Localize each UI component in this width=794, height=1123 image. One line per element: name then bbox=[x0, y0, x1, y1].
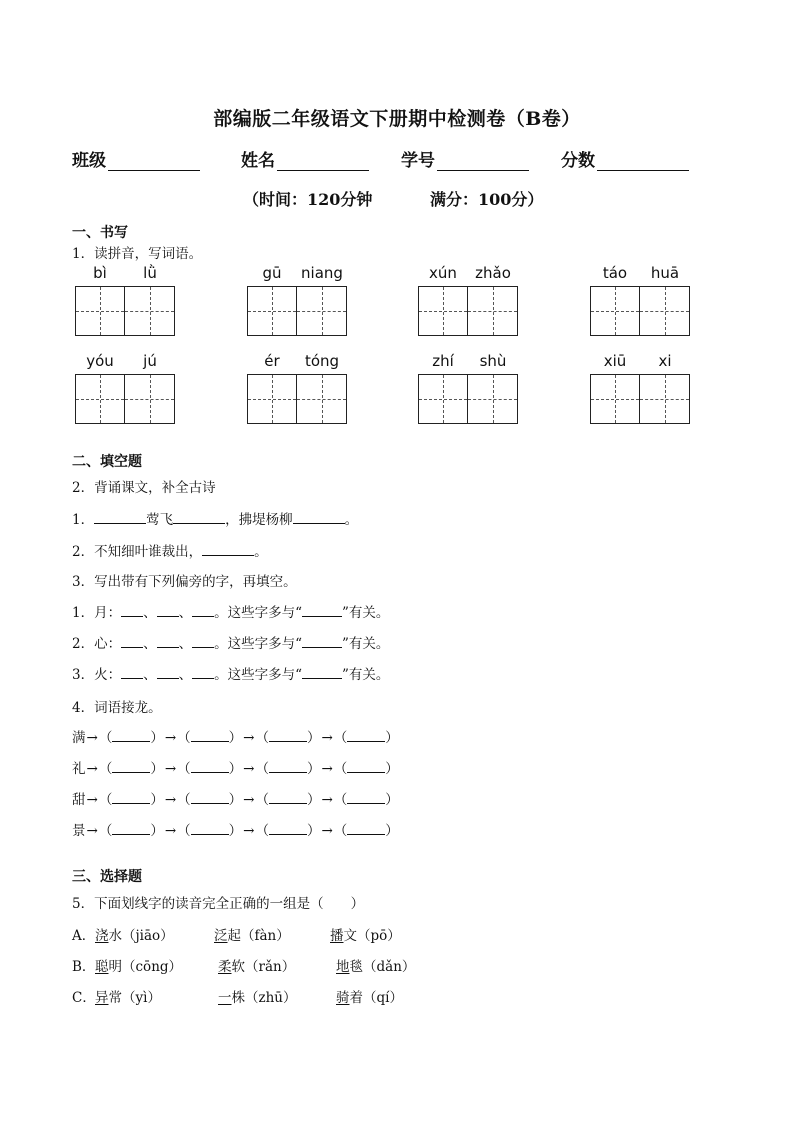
option-label: B． bbox=[72, 959, 96, 975]
chain-blank[interactable] bbox=[269, 758, 307, 773]
arrow-icon: → bbox=[164, 792, 177, 808]
exam-time: （时间：120分钟 bbox=[243, 190, 373, 209]
chain-blank[interactable] bbox=[269, 820, 307, 835]
radical-line bbox=[72, 632, 389, 652]
arrow-icon: → bbox=[243, 823, 255, 839]
grid-cell[interactable] bbox=[297, 287, 346, 335]
separator: 、 bbox=[178, 667, 193, 683]
paren-close: ） bbox=[150, 730, 164, 746]
char-blank[interactable] bbox=[157, 633, 179, 648]
separator: 、 bbox=[178, 605, 193, 621]
separator: 、 bbox=[143, 636, 157, 652]
separator: 、 bbox=[143, 605, 157, 621]
question-5-prompt: 5．下面划线字的读音完全正确的一组是（ ） bbox=[72, 896, 365, 912]
char-blank[interactable] bbox=[192, 633, 214, 648]
paren-open: （ bbox=[98, 761, 113, 777]
word-pinyin: 株（zhū） bbox=[231, 990, 297, 1006]
score-label: 分数 bbox=[561, 151, 595, 171]
word-pinyin: 常（yì） bbox=[108, 990, 161, 1006]
paren-open: （ bbox=[98, 730, 113, 746]
page-title: 部编版二年级语文下册期中检测卷（B卷） bbox=[213, 108, 581, 130]
paren-close: ） bbox=[306, 823, 321, 839]
radical-tail: 。这些字多与“ bbox=[214, 636, 302, 652]
char-blank[interactable] bbox=[157, 664, 179, 679]
word-pinyin: 着（qí） bbox=[349, 990, 403, 1006]
arrow-icon: → bbox=[243, 792, 255, 808]
arrow-icon: → bbox=[86, 761, 98, 777]
underlined-char: 地 bbox=[336, 959, 350, 975]
chain-blank[interactable] bbox=[269, 789, 307, 804]
word-chain-line bbox=[72, 819, 399, 839]
option-word bbox=[95, 955, 182, 975]
underlined-char: 柔 bbox=[218, 959, 232, 975]
char-blank[interactable] bbox=[192, 602, 214, 617]
grid-cell[interactable] bbox=[76, 287, 125, 335]
grid-cell[interactable] bbox=[591, 287, 640, 335]
paren-close: ） bbox=[228, 761, 243, 777]
radical-name: 心： bbox=[94, 636, 122, 652]
poem-blank[interactable] bbox=[173, 509, 225, 524]
paren-open: （ bbox=[333, 761, 348, 777]
chain-start-char: 礼 bbox=[72, 761, 86, 777]
grid-cell[interactable] bbox=[125, 287, 174, 335]
question-2-prompt: 2．背诵课文，补全古诗 bbox=[72, 480, 216, 496]
char-blank[interactable] bbox=[121, 602, 143, 617]
chain-blank[interactable] bbox=[191, 820, 229, 835]
writing-grid[interactable] bbox=[590, 374, 690, 424]
poem-blank[interactable] bbox=[293, 509, 345, 524]
paren-close: ） bbox=[228, 792, 243, 808]
option-word bbox=[95, 924, 174, 944]
grid-cell[interactable] bbox=[419, 287, 468, 335]
radical-number: 3． bbox=[72, 667, 95, 683]
chain-blank[interactable] bbox=[269, 727, 307, 742]
radical-number: 2． bbox=[72, 636, 95, 652]
pinyin-syllable: táo bbox=[602, 264, 628, 282]
underlined-char: 聪 bbox=[95, 959, 109, 975]
paren-open: （ bbox=[255, 761, 269, 777]
radical-number: 1． bbox=[72, 605, 95, 621]
student-number-label: 学号 bbox=[401, 151, 435, 171]
score-blank[interactable] bbox=[597, 152, 689, 171]
radical-end: ”有关。 bbox=[342, 667, 390, 683]
paren-close: ） bbox=[385, 823, 399, 839]
paren-close: ） bbox=[306, 730, 321, 746]
radical-end: ”有关。 bbox=[342, 605, 390, 621]
arrow-icon: → bbox=[321, 823, 333, 839]
grid-cell[interactable] bbox=[468, 375, 517, 423]
section-heading-writing: 一、书写 bbox=[72, 225, 128, 241]
student-number-field[interactable] bbox=[401, 146, 529, 171]
grid-cell[interactable] bbox=[297, 375, 346, 423]
writing-grid[interactable] bbox=[590, 286, 690, 336]
word-pinyin: 水（jiāo） bbox=[108, 928, 174, 944]
char-blank[interactable] bbox=[121, 664, 143, 679]
grid-cell[interactable] bbox=[640, 287, 689, 335]
pinyin-syllable: xi bbox=[658, 352, 672, 370]
chain-blank[interactable] bbox=[347, 789, 385, 804]
meaning-blank[interactable] bbox=[302, 664, 342, 679]
pinyin-syllable: gū bbox=[262, 264, 282, 282]
poem-blank[interactable] bbox=[202, 541, 254, 556]
name-label: 姓名 bbox=[241, 151, 275, 171]
exam-full-score: 满分：100分） bbox=[430, 190, 544, 209]
grid-cell[interactable] bbox=[419, 375, 468, 423]
option-word bbox=[214, 924, 290, 944]
paren-close: ） bbox=[150, 792, 164, 808]
arrow-icon: → bbox=[321, 761, 333, 777]
chain-blank[interactable] bbox=[347, 727, 385, 742]
pinyin-syllable: bì bbox=[93, 264, 107, 282]
pinyin-syllable: huā bbox=[650, 264, 680, 282]
chain-start-char: 景 bbox=[72, 823, 86, 839]
pinyin-syllable: niang bbox=[301, 264, 343, 282]
chain-blank[interactable] bbox=[191, 789, 229, 804]
arrow-icon: → bbox=[243, 730, 255, 746]
arrow-icon: → bbox=[86, 792, 98, 808]
name-blank[interactable] bbox=[277, 152, 369, 171]
radical-name: 月： bbox=[94, 605, 122, 621]
word-chain-line bbox=[72, 726, 399, 746]
question-4-prompt: 4．词语接龙。 bbox=[72, 700, 162, 716]
pinyin-syllable: shù bbox=[479, 352, 507, 370]
option-word bbox=[95, 986, 161, 1006]
paren-close: ） bbox=[306, 761, 321, 777]
underlined-char: 浇 bbox=[95, 928, 109, 944]
paren-close: ） bbox=[228, 730, 243, 746]
writing-grid[interactable] bbox=[75, 286, 175, 336]
arrow-icon: → bbox=[321, 792, 333, 808]
underlined-char: 异 bbox=[95, 990, 109, 1006]
paren-open: （ bbox=[255, 730, 269, 746]
arrow-icon: → bbox=[86, 823, 98, 839]
paren-close: ） bbox=[385, 730, 399, 746]
option-word bbox=[218, 986, 297, 1006]
paren-open: （ bbox=[333, 792, 348, 808]
option-word bbox=[336, 955, 415, 975]
arrow-icon: → bbox=[164, 823, 177, 839]
paren-open: （ bbox=[98, 823, 113, 839]
poem-blank[interactable] bbox=[94, 509, 146, 524]
grid-cell[interactable] bbox=[591, 375, 640, 423]
pinyin-syllable: ér bbox=[264, 352, 280, 370]
grid-cell[interactable] bbox=[125, 375, 174, 423]
option-word bbox=[218, 955, 295, 975]
chain-blank[interactable] bbox=[112, 820, 150, 835]
paren-open: （ bbox=[177, 823, 191, 839]
underlined-char: 骑 bbox=[336, 990, 350, 1006]
radical-tail: 。这些字多与“ bbox=[214, 667, 302, 683]
paren-open: （ bbox=[177, 730, 191, 746]
paren-open: （ bbox=[255, 823, 269, 839]
char-blank[interactable] bbox=[157, 602, 179, 617]
radical-tail: 。这些字多与“ bbox=[214, 605, 302, 621]
word-pinyin: 毯（dǎn） bbox=[349, 959, 416, 975]
grid-cell[interactable] bbox=[468, 287, 517, 335]
radical-line bbox=[72, 663, 389, 683]
question-3-prompt: 3．写出带有下列偏旁的字，再填空。 bbox=[72, 574, 297, 590]
paren-close: ） bbox=[385, 761, 399, 777]
poem-line-1: 1． 莺飞 ，拂堤杨柳 。 bbox=[72, 508, 358, 528]
grid-cell[interactable] bbox=[248, 375, 297, 423]
chain-blank[interactable] bbox=[191, 758, 229, 773]
meaning-blank[interactable] bbox=[302, 633, 342, 648]
underlined-char: 一 bbox=[218, 990, 232, 1006]
chain-start-char: 甜 bbox=[72, 792, 86, 808]
paren-close: ） bbox=[385, 792, 399, 808]
class-blank[interactable] bbox=[108, 152, 200, 171]
paren-close: ） bbox=[150, 823, 164, 839]
option-word bbox=[336, 986, 403, 1006]
grid-cell[interactable] bbox=[640, 375, 689, 423]
paren-open: （ bbox=[333, 823, 348, 839]
arrow-icon: → bbox=[86, 730, 98, 746]
radical-name: 火： bbox=[94, 667, 122, 683]
arrow-icon: → bbox=[243, 761, 255, 777]
radical-line bbox=[72, 601, 389, 621]
word-chain-line bbox=[72, 788, 399, 808]
word-pinyin: 起（fàn） bbox=[227, 928, 290, 944]
grid-cell[interactable] bbox=[248, 287, 297, 335]
writing-grid[interactable] bbox=[418, 374, 518, 424]
student-number-blank[interactable] bbox=[437, 152, 529, 171]
word-pinyin: 软（rǎn） bbox=[231, 959, 296, 975]
char-blank[interactable] bbox=[192, 664, 214, 679]
option-label: C． bbox=[72, 990, 96, 1006]
question-1-prompt: 1．读拼音，写词语。 bbox=[72, 246, 203, 262]
chain-start-char: 满 bbox=[72, 730, 86, 746]
paren-open: （ bbox=[255, 792, 269, 808]
option-label: A． bbox=[72, 928, 96, 944]
paren-open: （ bbox=[177, 792, 191, 808]
writing-grid[interactable] bbox=[247, 286, 347, 336]
option-word bbox=[330, 924, 401, 944]
paren-close: ） bbox=[306, 792, 321, 808]
section-heading-fill: 二、填空题 bbox=[72, 454, 142, 470]
name-field[interactable] bbox=[241, 146, 369, 171]
chain-blank[interactable] bbox=[347, 820, 385, 835]
pinyin-syllable: xún bbox=[429, 264, 457, 282]
paren-open: （ bbox=[333, 730, 348, 746]
writing-grid[interactable] bbox=[247, 374, 347, 424]
chain-blank[interactable] bbox=[112, 789, 150, 804]
pinyin-syllable: lǜ bbox=[143, 264, 157, 282]
pinyin-syllable: yóu bbox=[86, 352, 114, 370]
pinyin-syllable: tóng bbox=[304, 352, 340, 370]
poem-line-2: 2．不知细叶谁裁出， 。 bbox=[72, 540, 268, 560]
arrow-icon: → bbox=[164, 761, 177, 777]
word-chain-line bbox=[72, 757, 399, 777]
class-label: 班级 bbox=[72, 151, 106, 171]
chain-blank[interactable] bbox=[347, 758, 385, 773]
separator: 、 bbox=[143, 667, 157, 683]
paren-close: ） bbox=[228, 823, 243, 839]
chain-blank[interactable] bbox=[112, 758, 150, 773]
chain-blank[interactable] bbox=[112, 727, 150, 742]
pinyin-syllable: zhí bbox=[432, 352, 454, 370]
chain-blank[interactable] bbox=[191, 727, 229, 742]
class-field[interactable] bbox=[72, 146, 200, 171]
grid-cell[interactable] bbox=[76, 375, 125, 423]
underlined-char: 泛 bbox=[214, 928, 228, 944]
pinyin-syllable: xiū bbox=[603, 352, 627, 370]
meaning-blank[interactable] bbox=[302, 602, 342, 617]
underlined-char: 播 bbox=[330, 928, 344, 944]
word-pinyin: 文（pō） bbox=[343, 928, 401, 944]
writing-grid[interactable] bbox=[418, 286, 518, 336]
radical-end: ”有关。 bbox=[342, 636, 390, 652]
arrow-icon: → bbox=[321, 730, 333, 746]
arrow-icon: → bbox=[164, 730, 177, 746]
section-heading-choice: 三、选择题 bbox=[72, 869, 142, 885]
pinyin-syllable: zhǎo bbox=[475, 264, 511, 282]
paren-open: （ bbox=[98, 792, 113, 808]
paren-open: （ bbox=[177, 761, 191, 777]
writing-grid[interactable] bbox=[75, 374, 175, 424]
score-field[interactable] bbox=[561, 146, 689, 171]
char-blank[interactable] bbox=[121, 633, 143, 648]
separator: 、 bbox=[178, 636, 193, 652]
pinyin-syllable: jú bbox=[143, 352, 157, 370]
paren-close: ） bbox=[150, 761, 164, 777]
word-pinyin: 明（cōng） bbox=[108, 959, 183, 975]
